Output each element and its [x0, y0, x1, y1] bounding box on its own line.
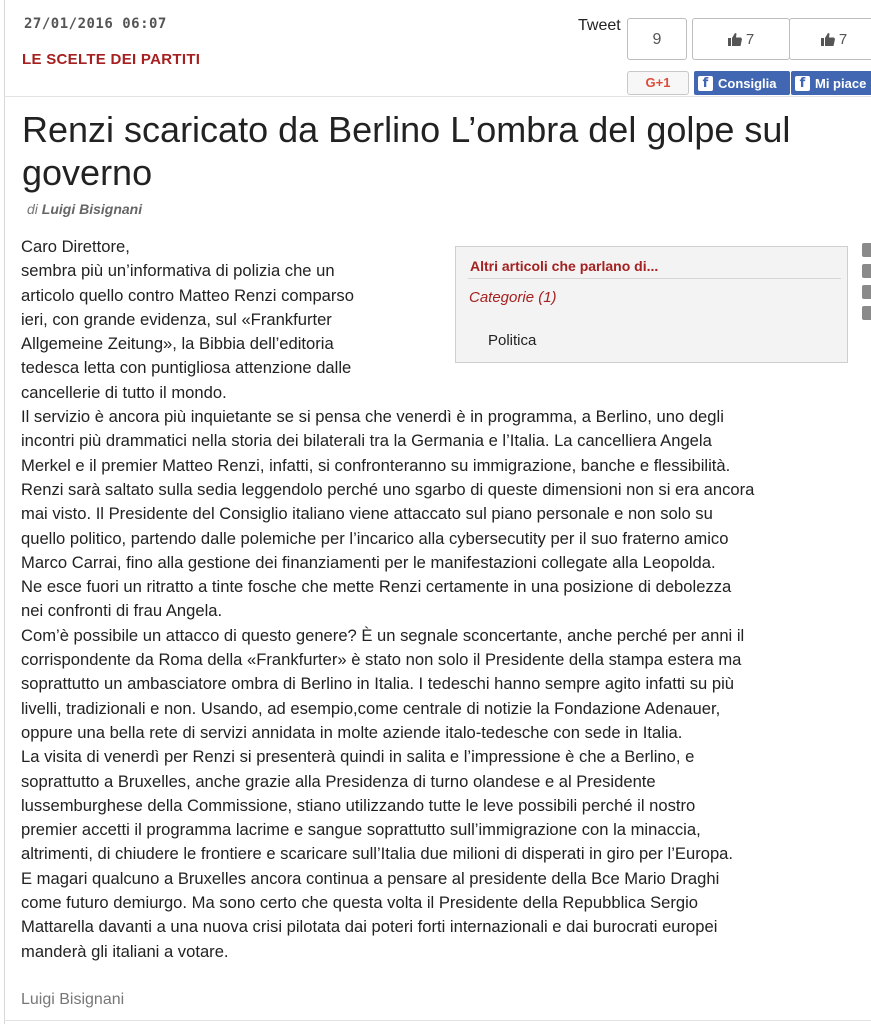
side-toolbar	[862, 243, 871, 327]
body-line: corrispondente da Roma della «Frankfurter» è stato non solo il Presidente della stampa estera ma	[21, 650, 742, 670]
body-line: incontri più drammatici nella storia dei bilaterali tra la Germania e l’Italia. La cancelliera Angela	[21, 431, 712, 451]
tweet-button[interactable]: Tweet	[578, 17, 621, 34]
related-title: Altri articoli che parlano di...	[470, 258, 659, 274]
like-button-1[interactable]	[692, 18, 790, 60]
body-line: quello politico, partendo dalle polemiche per l’incarico alla cybersecutity per il suo fraterno amico	[21, 528, 729, 548]
body-line: manderà gli italiani a votare.	[21, 941, 229, 961]
section-label[interactable]: LE SCELTE DEI PARTITI	[22, 51, 201, 68]
thumbs-up-icon	[821, 33, 835, 46]
body-line: nei confronti di frau Angela.	[21, 601, 223, 621]
print-icon[interactable]	[862, 243, 871, 257]
body-line: Mattarella davanti a una nuova crisi pilotata dai poteri forti internazionali e dai burocrati europei	[21, 917, 718, 937]
byline-prefix: di	[27, 201, 38, 217]
body-line: La visita di venerdì per Renzi si presenterà quindi in salita e l’impressione è che a Berlino, e	[21, 747, 695, 767]
thumbs-up-icon	[728, 33, 742, 46]
facebook-icon: f	[795, 76, 810, 91]
like-count-2: 7	[838, 30, 848, 48]
body-line: Marco Carrai, fino alla gestione dei finanziamenti per le manifestazioni collegate alla Leopolda.	[21, 552, 716, 572]
footer-divider	[4, 1020, 871, 1021]
facebook-consiglia-label: Consiglia	[718, 75, 777, 91]
byline	[27, 201, 142, 217]
body-line: cancellerie di tutto il mondo.	[21, 382, 227, 402]
like-button-2[interactable]	[789, 18, 871, 60]
body-line: Allgemeine Zeitung», la Bibbia dell’editoria	[21, 334, 334, 354]
related-articles-box	[455, 246, 848, 363]
like-count-1: 7	[745, 30, 755, 48]
article-date: 27/01/2016 06:07	[24, 16, 167, 32]
author-name[interactable]: Luigi Bisignani	[41, 201, 143, 217]
facebook-mi-piace-label: Mi piace	[815, 75, 867, 91]
page-frame	[4, 0, 5, 1024]
body-line: sembra più un’informativa di polizia che un	[21, 261, 335, 281]
body-line: lussemburghese della Commissione, stiano utilizzando tutte le leve possibili perché il nostro	[21, 795, 696, 815]
body-line: Il servizio è ancora più inquietante se si pensa che venerdì è in programma, a Berlino, uno degli	[21, 407, 724, 427]
related-category[interactable]: Categorie (1)	[469, 289, 557, 306]
tweet-count: 9	[627, 18, 687, 60]
article-title: Renzi scaricato da Berlino L’ombra del golpe sul governo	[22, 109, 791, 193]
facebook-icon: f	[698, 76, 713, 91]
body-line: come futuro demiurgo. Ma sono certo che questa volta il Presidente della Repubblica Sergio	[21, 893, 699, 913]
article-signature: Luigi Bisignani	[21, 991, 125, 1008]
body-line: mai visto. Il Presidente del Consiglio italiano viene attaccato sul piano personale e non solo su	[21, 504, 713, 524]
related-item-politica[interactable]: Politica	[488, 332, 537, 349]
body-line: ieri, con grande evidenza, sul «Frankfurter	[21, 309, 332, 329]
body-line: Caro Direttore,	[21, 237, 130, 256]
facebook-consiglia-button[interactable]	[694, 71, 790, 95]
body-line: Renzi sarà saltato sulla sedia leggendolo perché uno sgarbo di queste dimensioni non si era ancora	[21, 479, 755, 499]
body-line: articolo quello contro Matteo Renzi comparso	[21, 285, 354, 305]
header-divider	[4, 96, 871, 97]
body-line: oppure una bella rete di servizi annidata in molte aziende italo-tedesche con sede in Italia.	[21, 722, 683, 742]
share-icon[interactable]	[862, 285, 871, 299]
body-line: soprattutto a Bruxelles, anche grazie alla Presidenza di turno olandese e al Presidente	[21, 771, 656, 791]
body-line: premier accetti il programma lacrime e sangue soprattutto sull’immigrazione con la minaccia,	[21, 820, 701, 840]
body-line: E magari qualcuno a Bruxelles ancora continua a pensare al presidente della Bce Mario Draghi	[21, 868, 720, 888]
gplus-button[interactable]: G+1	[627, 71, 689, 95]
body-line: livelli, tradizionali e non. Usando, ad esempio,come centrale di notizie la Fondazione Adenauer,	[21, 698, 721, 718]
body-line: altrimenti, di chiudere le frontiere e scaricare sull’Italia due milioni di disperati in giro per l’Europa.	[21, 844, 734, 864]
body-line: soprattutto un ambasciatore ombra di Berlino in Italia. I tedeschi hanno sempre agito infatti su più	[21, 674, 735, 694]
comment-icon[interactable]	[862, 306, 871, 320]
mail-icon[interactable]	[862, 264, 871, 278]
body-line: tedesca letta con puntigliosa attenzione dalle	[21, 358, 352, 378]
body-line: Com’è possibile un attacco di questo genere? È un segnale sconcertante, anche perché per anni il	[21, 625, 745, 645]
body-line: Merkel e il premier Matteo Renzi, infatti, si confronteranno su immigrazione, banche e flessibilità.	[21, 455, 731, 475]
facebook-mi-piace-button[interactable]	[791, 71, 871, 95]
related-divider	[468, 278, 841, 279]
body-line: Ne esce fuori un ritratto a tinte fosche che mette Renzi certamente in una posizione di debolezza	[21, 577, 732, 597]
